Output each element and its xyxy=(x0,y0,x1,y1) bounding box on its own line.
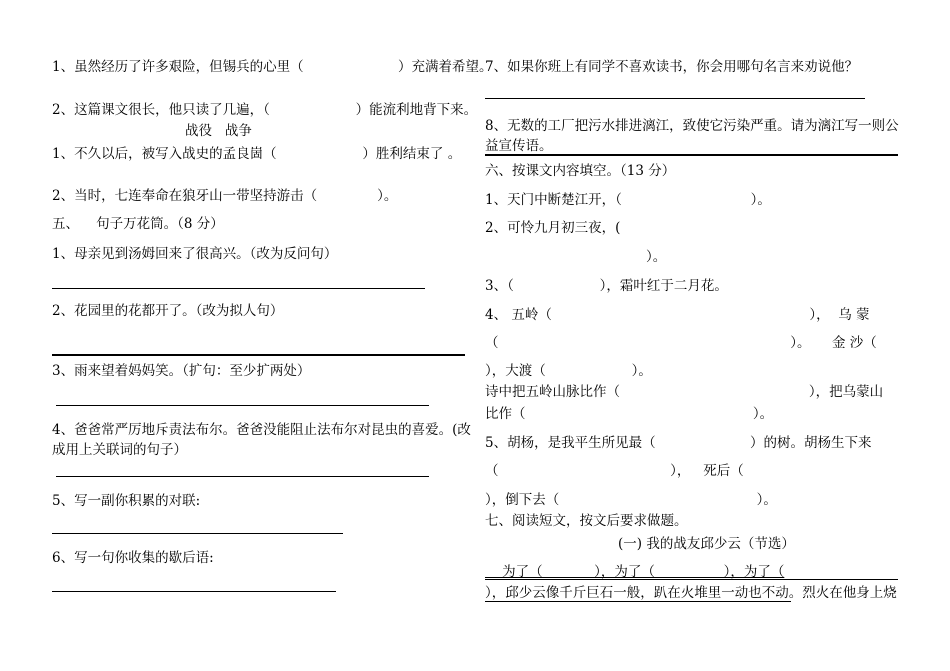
poem-1: 1、天门中断楚江开，（ ）。 xyxy=(485,192,771,208)
poem-3: 3、（ ），霜叶红于二月花。 xyxy=(485,278,728,294)
sentence-1: 1、母亲见到汤姆回来了很高兴。（改为反问句） xyxy=(52,246,338,262)
question-5-line-3: ），倒下去（ ）。 xyxy=(485,492,777,508)
sentence-3: 3、雨来望着妈妈笑。（扩句：至少扩两处） xyxy=(52,363,311,379)
passage-underline xyxy=(485,579,898,580)
answer-line xyxy=(52,533,343,534)
question-5-line-1: 5、胡杨，是我平生所见最（ ）的树。胡杨生下来 xyxy=(485,435,872,451)
section-5-heading: 五、 句子万花筒。（8 分） xyxy=(52,216,224,232)
question-2b: 2、当时，七连奉命在狼牙山一带坚持游击（ ）。 xyxy=(52,188,398,204)
poem-2-line-2: ）。 xyxy=(646,249,667,265)
answer-line xyxy=(56,405,429,406)
poem-4-line-5: 比作（ ）。 xyxy=(485,406,774,422)
question-1: 1、虽然经历了许多艰险，但锡兵的心里（ ）充满着希望。 xyxy=(52,59,493,75)
section-6-heading: 六、按课文内容填空。（13 分） xyxy=(485,163,676,179)
question-8-line-1: 8、无数的工厂把污水排进漓江，致使它污染严重。请为漓江写一则公 xyxy=(485,118,899,134)
answer-line xyxy=(52,591,336,592)
poem-4-line-3: ），大渡（ ）。 xyxy=(485,363,652,379)
section-7-heading: 七、阅读短文，按文后要求做题。 xyxy=(485,513,688,529)
sentence-4-line-2: 成用上关联词的句子） xyxy=(52,442,187,458)
poem-2-line-1: 2、可怜九月初三夜，( xyxy=(485,220,621,236)
sentence-5: 5、写一副你积累的对联: xyxy=(52,493,201,509)
answer-line xyxy=(52,288,425,289)
answer-line xyxy=(52,354,465,356)
sentence-2: 2、花园里的花都开了。（改为拟人句） xyxy=(52,303,284,319)
sentence-4-line-1: 4、爸爸常严厉地斥责法布尔。爸爸没能阻止法布尔对昆虫的喜爱。(改 xyxy=(52,422,471,438)
passage-line-2: ），邱少云像千斤巨石一般，趴在火堆里一动也不动。烈火在他身上烧 xyxy=(485,585,897,601)
sentence-6: 6、写一句你收集的歇后语: xyxy=(52,550,214,566)
answer-line xyxy=(485,98,865,99)
question-2: 2、这篇课文很长，他只读了几遍，（ ）能流利地背下来。 xyxy=(52,102,478,118)
question-7: 7、如果你班上有同学不喜欢读书，你会用哪句名言来劝说他？ xyxy=(485,59,859,75)
passage-underline xyxy=(485,601,791,602)
poem-4-line-1: 4、 五岭（ ）， 乌 蒙 xyxy=(485,307,870,323)
passage-title: (一) 我的战友邱少云（节选） xyxy=(618,536,795,552)
question-8-line-2: 益宣传语。 xyxy=(485,138,553,154)
passage-line-1: 为了（ ），为了（ ），为了（ xyxy=(485,564,785,580)
question-1b: 1、不久以后，被写入战史的孟良崮（ ）胜利结束了 。 xyxy=(52,146,462,162)
word-bank: 战役 战争 xyxy=(185,123,252,139)
poem-4-line-2: （ ）。 金 沙（ xyxy=(485,335,877,351)
poem-4-line-4: 诗中把五岭山脉比作（ ），把乌蒙山 xyxy=(485,384,884,400)
answer-line xyxy=(56,476,429,477)
answer-line xyxy=(485,154,898,156)
question-5-line-2: （ ）， 死后（ xyxy=(485,463,744,479)
